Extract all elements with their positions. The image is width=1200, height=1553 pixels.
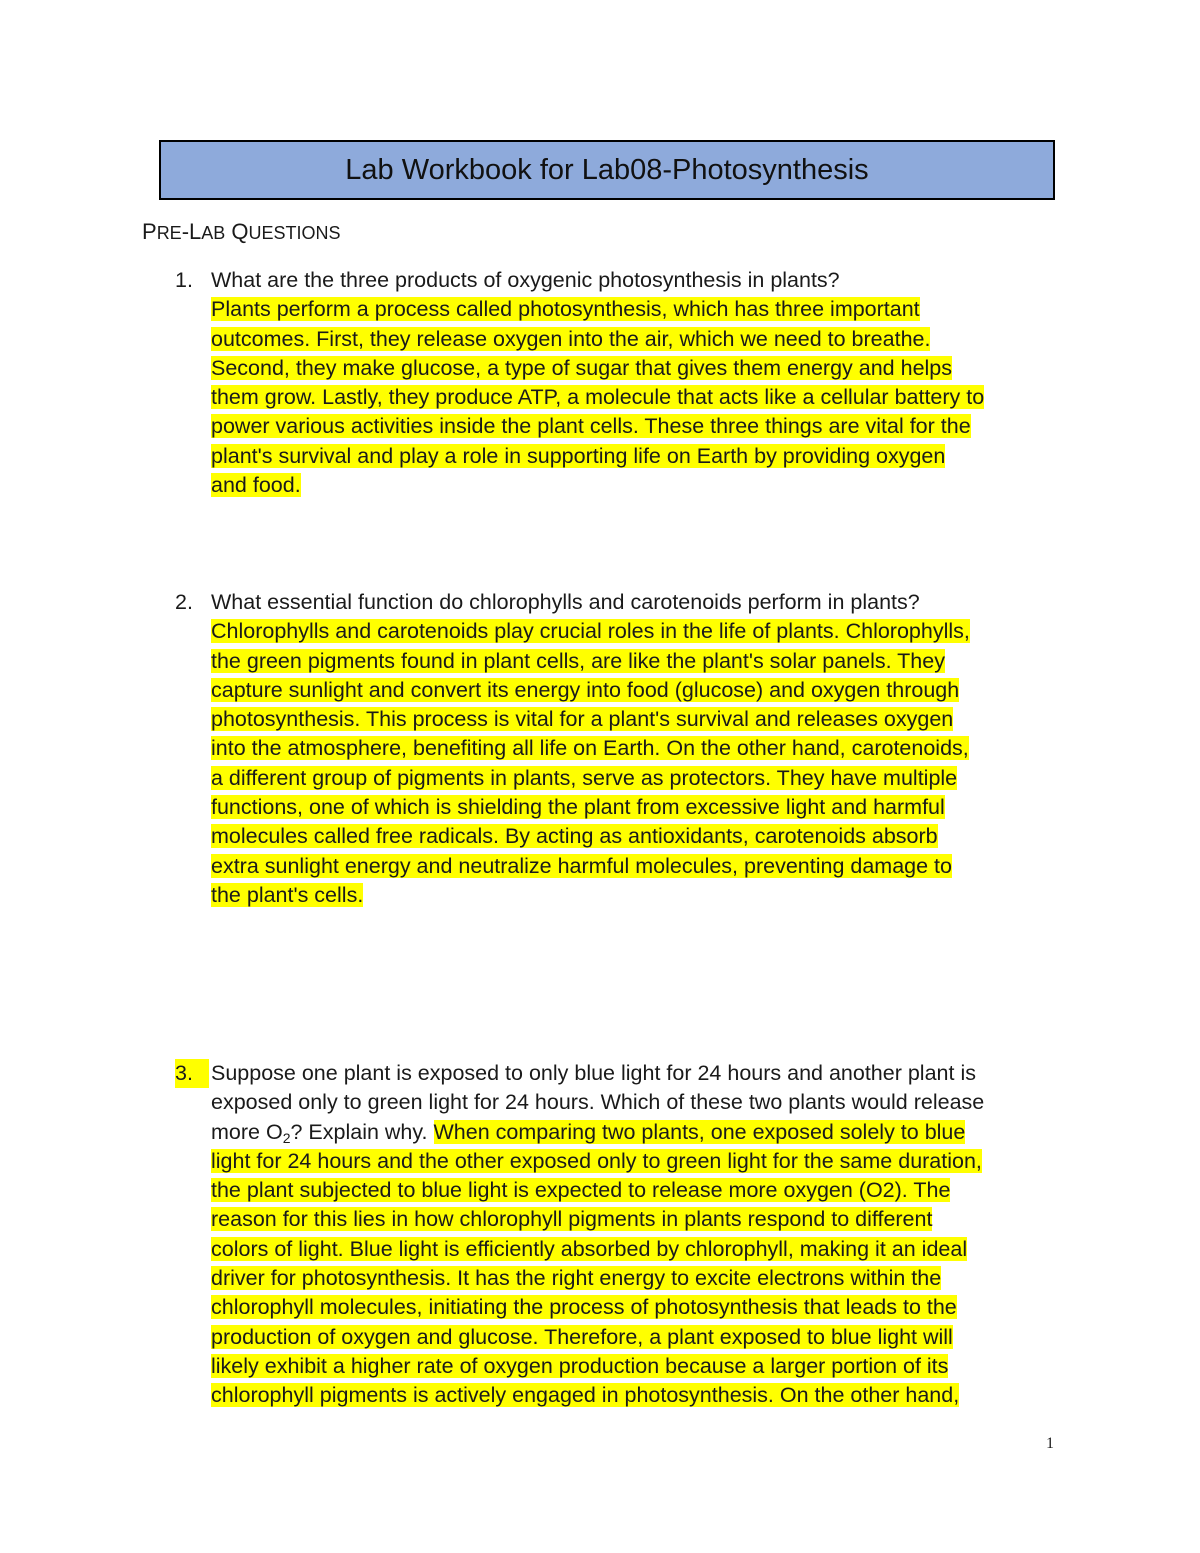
- answer-text-highlighted: plant's survival and play a role in supporting life on Earth by providing oxygen: [211, 443, 946, 468]
- answer-line: [211, 764, 1070, 793]
- answer-line: [211, 1264, 1070, 1293]
- answer-text-highlighted: power various activities inside the plant cells. These three things are vital for the: [211, 414, 971, 439]
- answer-text-highlighted: chlorophyll molecules, initiating the process of photosynthesis that leads to the: [211, 1295, 957, 1320]
- question-number: 1.: [175, 268, 193, 292]
- answer-text-highlighted: them grow. Lastly, they produce ATP, a molecule that acts like a cellular battery to: [211, 385, 985, 410]
- question-body: [211, 588, 1070, 910]
- question-text: What essential function do chlorophylls and carotenoids perform in plants?: [211, 590, 920, 614]
- question-text: more O: [211, 1119, 283, 1144]
- question-text-mixed: [211, 1118, 1070, 1147]
- answer-text-highlighted: the plant's cells.: [211, 882, 364, 907]
- question-text: ? Explain why.: [290, 1119, 434, 1144]
- heading-dash: -: [181, 219, 190, 244]
- question-body: [211, 266, 1070, 500]
- answer-text-highlighted: Chlorophylls and carotenoids play crucial roles in the life of plants. Chlorophylls,: [211, 619, 970, 644]
- answer-line: [211, 617, 1070, 646]
- answer-text-highlighted: chlorophyll pigments is actively engaged in photosynthesis. On the other hand,: [211, 1383, 960, 1408]
- question-body: [211, 1059, 1070, 1411]
- answer-line: [211, 1352, 1070, 1381]
- answer-line: [211, 705, 1070, 734]
- answer-line: [211, 295, 1070, 324]
- answer-text-highlighted: the plant subjected to blue light is expected to release more oxygen (O2). The: [211, 1178, 951, 1203]
- heading-smallcaps: RE: [156, 223, 182, 243]
- answer-line: [211, 676, 1070, 705]
- question-2: [175, 588, 1070, 910]
- answer-line: [211, 325, 1070, 354]
- answer-text-highlighted: reason for this lies in how chlorophyll pigments in plants respond to different: [211, 1207, 933, 1232]
- answer-line: [211, 647, 1070, 676]
- section-heading: [142, 219, 341, 245]
- answer-text-highlighted: functions, one of which is shielding the plant from excessive light and harmful: [211, 795, 945, 820]
- answer-line: [211, 354, 1070, 383]
- answer-text-highlighted: outcomes. First, they release oxygen into the air, which we need to breathe.: [211, 326, 931, 351]
- answer-text-highlighted: molecules called free radicals. By acting as antioxidants, carotenoids absorb: [211, 824, 938, 849]
- answer-line: [211, 852, 1070, 881]
- answer-text-highlighted: photosynthesis. This process is vital for a plant's survival and releases oxygen: [211, 707, 954, 732]
- document-title: Lab Workbook for Lab08-Photosynthesis: [345, 153, 869, 186]
- question-1: [175, 266, 1070, 500]
- heading-smallcaps: UESTIONS: [248, 223, 341, 243]
- answer-line: [211, 734, 1070, 763]
- answer-text-highlighted: a different group of pigments in plants, serve as protectors. They have multiple: [211, 765, 958, 790]
- subscript: 2: [282, 1129, 291, 1146]
- answer-line: [211, 1235, 1070, 1264]
- answer-text-highlighted: production of oxygen and glucose. Therefore, a plant exposed to blue light will: [211, 1324, 953, 1349]
- answer-line: [211, 442, 1070, 471]
- heading-letter: L: [189, 219, 202, 244]
- answer-text-highlighted: Plants perform a process called photosynthesis, which has three important: [211, 297, 920, 322]
- answer-line: [211, 1323, 1070, 1352]
- answer-text-highlighted: and food.: [211, 473, 301, 498]
- answer-line: [211, 793, 1070, 822]
- heading-letter: P: [142, 219, 157, 244]
- answer-text-highlighted: the green pigments found in plant cells, are like the plant's solar panels. They: [211, 648, 945, 673]
- question-number: 3.: [175, 1059, 209, 1088]
- answer-line: [211, 881, 1070, 910]
- answer-text-highlighted: likely exhibit a higher rate of oxygen production because a larger portion of its: [211, 1353, 949, 1378]
- answer-text-highlighted: colors of light. Blue light is efficiently absorbed by chlorophyll, making it an ideal: [211, 1236, 968, 1261]
- answer-text-highlighted: Second, they make glucose, a type of sugar that gives them energy and helps: [211, 355, 953, 380]
- question-text: exposed only to green light for 24 hours. Which of these two plants would release: [211, 1090, 985, 1115]
- answer-line: [211, 822, 1070, 851]
- answer-line: [211, 471, 1070, 500]
- title-box: [159, 140, 1055, 200]
- question-text: Suppose one plant is exposed to only blue light for 24 hours and another plant is: [211, 1061, 976, 1085]
- page-number: 1: [1046, 1435, 1054, 1452]
- question-3: [175, 1059, 1070, 1411]
- answer-line: [211, 383, 1070, 412]
- answer-text-highlighted: into the atmosphere, benefiting all life on Earth. On the other hand, carotenoids,: [211, 736, 969, 761]
- answer-line: [211, 412, 1070, 441]
- answer-text-highlighted: light for 24 hours and the other exposed only to green light for the same duration,: [211, 1148, 982, 1173]
- answer-line: [211, 1205, 1070, 1234]
- question-text: What are the three products of oxygenic photosynthesis in plants?: [211, 268, 840, 292]
- answer-line: [211, 1381, 1070, 1410]
- question-number: 2.: [175, 590, 193, 614]
- answer-text-highlighted: capture sunlight and convert its energy into food (glucose) and oxygen through: [211, 677, 960, 702]
- answer-text-highlighted: driver for photosynthesis. It has the right energy to excite electrons within the: [211, 1266, 942, 1291]
- answer-line: [211, 1176, 1070, 1205]
- answer-line: [211, 1147, 1070, 1176]
- answer-text-highlighted: When comparing two plants, one exposed solely to blue: [433, 1119, 966, 1144]
- answer-text-highlighted: extra sunlight energy and neutralize harmful molecules, preventing damage to: [211, 853, 952, 878]
- heading-smallcaps: AB: [201, 223, 226, 243]
- answer-line: [211, 1293, 1070, 1322]
- heading-letter: Q: [231, 219, 249, 244]
